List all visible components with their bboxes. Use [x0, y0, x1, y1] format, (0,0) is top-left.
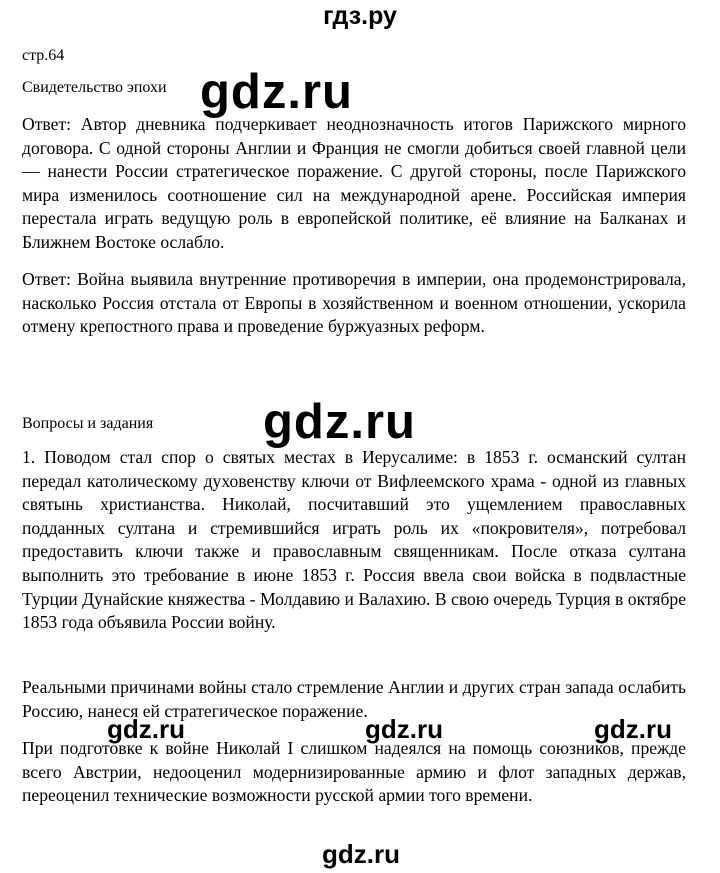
watermark-logo: gdz.ru: [594, 714, 672, 744]
watermark-logo: gdz.ru: [365, 714, 443, 744]
watermark-logo: gdz.ru: [107, 714, 185, 744]
watermark-logo: gdz.ru: [263, 395, 416, 449]
question-1-paragraph-3: При подготовке к войне Николай I слишком надеялся на помощь союзников, прежде всего Австрии, недооценил модернизированные армию и флот западных держав, переоценил технические возможности русской армии того времени.: [22, 738, 686, 806]
watermark-logo: gdz.ru: [322, 839, 400, 869]
question-1-paragraph-2: Реальными причинами войны стало стремление Англии и других стран запада ослабить Россию, нанеся ей стратегическое поражение.: [22, 677, 686, 721]
section-title-evidence: Свидетельство эпохи: [22, 79, 167, 96]
page-number: стр.64: [22, 47, 65, 64]
section-title-questions: Вопросы и задания: [22, 415, 154, 432]
watermark-logo: gdz.ru: [200, 65, 353, 119]
answer-paragraph-1: Ответ: Автор дневника подчеркивает неоднозначность итогов Парижского мирного договора. С одной стороны Англии и Франция не смогли добиться своей главной цели — нанести России стратегическое поражение. С другой стороны, после Парижского мира изменилось соотношение сил на международной арене. Российская империя перестала играть ведущую роль в европейской политике, её влияние на Балканах и Ближнем Востоке ослабло.: [22, 114, 686, 252]
question-1-paragraph-1: 1. Поводом стал спор о святых местах в Иерусалиме: в 1853 г. османский султан передал католическому духовенству ключи от Вифлеемского храма - одной из главных святынь христианства. Николай, посчитавший это ущемлением православных подданных султана и стремившийся играть роль их «покровителя», потребовал предоставить ключи также и православным священникам. После отказа султана выполнить это требование в июне 1853 г. Россия ввела свои войска в подвластные Турции Дунайские княжества - Молдавию и Валахию. В свою очередь Турция в октябре 1853 года объявила России войну.: [22, 447, 686, 633]
answer-paragraph-2: Ответ: Война выявила внутренние противоречия в империи, она продемонстрировала, насколько Россия отстала от Европы в хозяйственном и военном отношении, ускорила отмену крепостного права и проведение буржуазных реформ.: [22, 269, 686, 337]
site-header: гдз.ру: [323, 2, 397, 30]
